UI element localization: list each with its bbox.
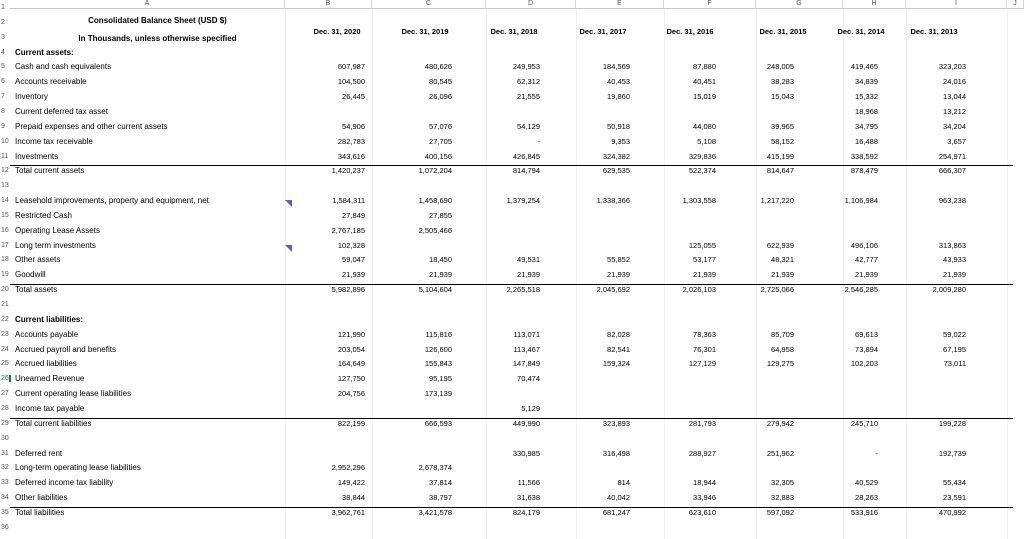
- row-label[interactable]: Income tax payable: [15, 403, 85, 413]
- value-cell[interactable]: 5,982,896: [331, 285, 365, 295]
- value-cell[interactable]: 623,610: [688, 507, 716, 517]
- row-header-13[interactable]: 13: [1, 182, 9, 190]
- row-header-33[interactable]: 33: [1, 479, 9, 487]
- row-header-15[interactable]: 15: [1, 211, 9, 219]
- value-cell[interactable]: 13,044: [943, 92, 966, 102]
- value-cell[interactable]: 95,195: [429, 374, 452, 384]
- row-header-23[interactable]: 23: [1, 330, 9, 338]
- row-header-35[interactable]: 35: [1, 508, 9, 516]
- value-cell[interactable]: 80,545: [429, 77, 452, 87]
- value-cell[interactable]: 1,072,204: [418, 166, 452, 176]
- value-cell[interactable]: 496,106: [850, 240, 878, 250]
- value-cell[interactable]: 184,569: [602, 62, 630, 72]
- row-label[interactable]: Current deferred tax asset: [15, 106, 108, 116]
- value-cell[interactable]: 316,498: [602, 448, 630, 458]
- value-cell[interactable]: 2,952,296: [331, 463, 365, 473]
- value-cell[interactable]: 58,152: [771, 136, 794, 146]
- column-header-d[interactable]: D: [486, 0, 576, 9]
- value-cell[interactable]: 419,465: [850, 62, 878, 72]
- row-header-26[interactable]: 26: [0, 375, 11, 382]
- row-header-18[interactable]: 18: [1, 256, 9, 264]
- row-header-11[interactable]: 11: [1, 152, 9, 160]
- row-header-20[interactable]: 20: [1, 286, 9, 294]
- value-cell[interactable]: 2,045,692: [596, 285, 630, 295]
- row-header-28[interactable]: 28: [1, 404, 9, 412]
- value-cell[interactable]: 39,965: [771, 121, 794, 131]
- grid-line: [372, 0, 373, 539]
- date-header: Dec. 31, 2018: [490, 27, 538, 36]
- value-cell[interactable]: 338,592: [850, 151, 878, 161]
- row-label[interactable]: Current assets:: [15, 47, 74, 57]
- date-header: Dec. 31, 2017: [579, 27, 627, 36]
- value-cell[interactable]: 26,445: [342, 92, 365, 102]
- value-cell[interactable]: 522,374: [688, 166, 716, 176]
- subtotal-rule: [10, 418, 1013, 419]
- value-cell[interactable]: 42,777: [855, 255, 878, 265]
- row-header-17[interactable]: 17: [1, 241, 9, 249]
- value-cell[interactable]: 70,474: [517, 374, 540, 384]
- value-cell[interactable]: 19,860: [607, 92, 630, 102]
- value-cell[interactable]: 21,939: [855, 270, 878, 280]
- value-cell[interactable]: 2,767,185: [331, 225, 365, 235]
- value-cell[interactable]: 40,451: [693, 77, 716, 87]
- value-cell[interactable]: 64,958: [771, 344, 794, 354]
- value-cell[interactable]: 82,541: [607, 344, 630, 354]
- value-cell[interactable]: 3,657: [947, 136, 966, 146]
- value-cell[interactable]: 822,199: [337, 418, 365, 428]
- value-cell[interactable]: 2,009,280: [932, 285, 966, 295]
- value-cell[interactable]: 37,814: [429, 478, 452, 488]
- value-cell[interactable]: 55,434: [943, 478, 966, 488]
- column-header-e[interactable]: E: [576, 0, 664, 9]
- value-cell[interactable]: 85,709: [771, 329, 794, 339]
- value-cell[interactable]: 666,593: [424, 418, 452, 428]
- value-cell[interactable]: 11,566: [517, 478, 540, 488]
- date-header: Dec. 31, 2015: [759, 27, 807, 36]
- date-header: Dec. 31, 2020: [313, 27, 361, 36]
- value-cell[interactable]: 16,488: [855, 136, 878, 146]
- value-cell[interactable]: 607,987: [337, 62, 365, 72]
- value-cell[interactable]: 329,836: [688, 151, 716, 161]
- value-cell[interactable]: 324,382: [602, 151, 630, 161]
- row-label[interactable]: Inventory: [15, 92, 48, 102]
- value-cell[interactable]: 814,794: [512, 166, 540, 176]
- value-cell[interactable]: 102,328: [337, 240, 365, 250]
- subtotal-rule: [10, 507, 1013, 508]
- value-cell[interactable]: 400,156: [424, 151, 452, 161]
- value-cell[interactable]: 43,933: [943, 255, 966, 265]
- value-cell[interactable]: 59,022: [943, 329, 966, 339]
- value-cell[interactable]: 21,939: [943, 270, 966, 280]
- value-cell[interactable]: 1,106,984: [844, 196, 878, 206]
- value-cell[interactable]: 34,795: [855, 121, 878, 131]
- row-label[interactable]: Accrued payroll and benefits: [15, 344, 116, 354]
- value-cell[interactable]: 69,613: [855, 329, 878, 339]
- value-cell[interactable]: 21,939: [517, 270, 540, 280]
- row-label[interactable]: Deferred rent: [15, 448, 63, 458]
- value-cell[interactable]: 2,026,103: [682, 285, 716, 295]
- row-header-14[interactable]: 14: [1, 197, 9, 205]
- row-header-5[interactable]: 5: [1, 63, 5, 71]
- value-cell[interactable]: 281,793: [688, 418, 716, 428]
- value-cell[interactable]: 53,177: [693, 255, 716, 265]
- row-header-8[interactable]: 8: [1, 107, 5, 115]
- column-header-g[interactable]: G: [756, 0, 843, 9]
- value-cell[interactable]: 5,108: [697, 136, 716, 146]
- value-cell[interactable]: 426,845: [512, 151, 540, 161]
- value-cell[interactable]: 2,678,374: [418, 463, 452, 473]
- value-cell[interactable]: 814,647: [766, 166, 794, 176]
- column-header-i[interactable]: I: [906, 0, 1007, 9]
- value-cell[interactable]: 2,725,066: [760, 285, 794, 295]
- value-cell[interactable]: 1,379,254: [506, 196, 540, 206]
- value-cell[interactable]: 27,849: [342, 210, 365, 220]
- value-cell[interactable]: 27,855: [429, 210, 452, 220]
- value-cell[interactable]: 248,005: [766, 62, 794, 72]
- value-cell[interactable]: 76,301: [693, 344, 716, 354]
- row-header-19[interactable]: 19: [1, 271, 9, 279]
- value-cell[interactable]: 343,616: [337, 151, 365, 161]
- row-header-36[interactable]: 36: [1, 523, 9, 531]
- value-cell[interactable]: 38,797: [429, 493, 452, 503]
- value-cell[interactable]: 67,195: [943, 344, 966, 354]
- value-cell[interactable]: 21,939: [429, 270, 452, 280]
- value-cell[interactable]: 824,179: [512, 507, 540, 517]
- row-header-16[interactable]: 16: [1, 226, 9, 234]
- column-header-h[interactable]: H: [843, 0, 906, 9]
- value-cell[interactable]: 40,042: [607, 493, 630, 503]
- row-header-29[interactable]: 29: [1, 419, 9, 427]
- subtotal-rule: [10, 165, 1013, 166]
- value-cell[interactable]: 159,324: [602, 359, 630, 369]
- value-cell[interactable]: 49,531: [517, 255, 540, 265]
- row-label[interactable]: Total current assets: [15, 166, 85, 176]
- row-header-7[interactable]: 7: [1, 93, 5, 101]
- value-cell[interactable]: 73,011: [943, 359, 966, 369]
- value-cell[interactable]: 203,054: [337, 344, 365, 354]
- value-cell[interactable]: 288,927: [688, 448, 716, 458]
- date-header: Dec. 31, 2016: [666, 27, 714, 36]
- row-header-31[interactable]: 31: [1, 449, 9, 457]
- value-cell[interactable]: 1,584,311: [332, 196, 365, 206]
- value-cell[interactable]: 480,626: [424, 62, 452, 72]
- row-label[interactable]: Total current liabilities: [15, 418, 92, 428]
- row-header-22[interactable]: 22: [1, 315, 9, 323]
- value-cell[interactable]: 21,939: [342, 270, 365, 280]
- row-header-34[interactable]: 34: [1, 494, 9, 502]
- row-label[interactable]: Unearned Revenue: [15, 374, 85, 384]
- row-header-21[interactable]: 21: [1, 301, 9, 308]
- value-cell[interactable]: 18,968: [855, 106, 878, 116]
- row-label[interactable]: Total assets: [15, 285, 58, 295]
- subtotal-rule: [10, 284, 1013, 285]
- value-cell[interactable]: 249,953: [512, 62, 540, 72]
- value-cell[interactable]: 18,450: [429, 255, 452, 265]
- grid-line: [285, 0, 286, 539]
- row-header-4[interactable]: 4: [1, 48, 5, 56]
- grid-line: [1007, 0, 1008, 539]
- value-cell[interactable]: 21,555: [517, 92, 540, 102]
- value-cell[interactable]: 24,016: [943, 77, 966, 87]
- value-cell[interactable]: 597,092: [766, 507, 794, 517]
- value-cell[interactable]: 814: [617, 478, 630, 488]
- column-header-c[interactable]: C: [372, 0, 486, 9]
- row-label[interactable]: Cash and cash equivalents: [15, 62, 112, 72]
- value-cell[interactable]: 878,479: [850, 166, 878, 176]
- value-cell[interactable]: 34,204: [943, 121, 966, 131]
- row-label[interactable]: Leasehold improvements, property and equipment, net: [15, 196, 209, 206]
- value-cell[interactable]: 3,421,578: [418, 507, 452, 517]
- column-header-a[interactable]: A: [10, 0, 285, 9]
- value-cell[interactable]: 34,839: [855, 77, 878, 87]
- date-header: Dec. 31, 2013: [910, 27, 958, 36]
- value-cell[interactable]: 82,028: [607, 329, 630, 339]
- row-header-10[interactable]: 10: [1, 137, 9, 145]
- row-label[interactable]: Accounts receivable: [15, 77, 87, 87]
- sheet-subtitle: In Thousands, unless otherwise specified: [78, 34, 237, 43]
- value-cell[interactable]: 21,939: [607, 270, 630, 280]
- value-cell[interactable]: 21,939: [693, 270, 716, 280]
- date-header: Dec. 31, 2019: [401, 27, 449, 36]
- row-label[interactable]: Current liabilities:: [15, 314, 84, 324]
- value-cell[interactable]: 126,600: [424, 344, 452, 354]
- comment-indicator-icon[interactable]: [285, 245, 292, 252]
- row-header-9[interactable]: 9: [1, 122, 5, 130]
- row-header-32[interactable]: 32: [1, 464, 9, 472]
- value-cell[interactable]: 666,307: [938, 166, 966, 176]
- row-header-24[interactable]: 24: [1, 345, 9, 353]
- row-label[interactable]: Total liabilities: [15, 507, 65, 517]
- value-cell[interactable]: 15,019: [693, 92, 716, 102]
- value-cell[interactable]: -: [875, 448, 878, 458]
- row-label[interactable]: Long term investments: [15, 240, 96, 250]
- row-label[interactable]: Other assets: [15, 255, 61, 265]
- value-cell[interactable]: 55,852: [607, 255, 630, 265]
- value-cell[interactable]: 15,332: [855, 92, 878, 102]
- value-cell[interactable]: 104,500: [337, 77, 365, 87]
- row-header-2[interactable]: 2: [1, 18, 5, 26]
- value-cell[interactable]: 28,263: [855, 493, 878, 503]
- column-header-j[interactable]: J: [1007, 0, 1024, 9]
- row-label[interactable]: Restricted Cash: [15, 210, 72, 220]
- row-header-6[interactable]: 6: [1, 78, 5, 86]
- comment-indicator-icon[interactable]: [285, 200, 292, 207]
- value-cell[interactable]: 32,883: [771, 493, 794, 503]
- value-cell[interactable]: 129,275: [766, 359, 794, 369]
- value-cell[interactable]: 59,047: [342, 255, 365, 265]
- value-cell[interactable]: 2,505,466: [418, 225, 452, 235]
- row-label[interactable]: Long-term operating lease liabilities: [15, 463, 141, 473]
- value-cell[interactable]: 23,591: [943, 493, 966, 503]
- value-cell[interactable]: 48,321: [771, 255, 794, 265]
- value-cell[interactable]: 1,420,237: [331, 166, 365, 176]
- value-cell[interactable]: 173,139: [424, 389, 452, 399]
- value-cell[interactable]: 125,055: [688, 240, 716, 250]
- value-cell[interactable]: 32,305: [771, 478, 794, 488]
- value-cell[interactable]: 78,363: [693, 329, 716, 339]
- row-label[interactable]: Income tax receivable: [15, 136, 93, 146]
- value-cell[interactable]: 1,217,220: [760, 196, 794, 206]
- row-header-12[interactable]: 12: [1, 167, 9, 175]
- row-header-1[interactable]: 1: [1, 4, 5, 11]
- value-cell[interactable]: 1,303,558: [682, 196, 716, 206]
- value-cell[interactable]: 330,985: [512, 448, 540, 458]
- value-cell[interactable]: 155,843: [424, 359, 452, 369]
- value-cell[interactable]: 54,906: [342, 121, 365, 131]
- row-label[interactable]: Deferred income tax liability: [15, 478, 114, 488]
- value-cell[interactable]: 31,638: [517, 493, 540, 503]
- value-cell[interactable]: 629,535: [602, 166, 630, 176]
- row-label[interactable]: Investments: [15, 151, 59, 161]
- value-cell[interactable]: 115,816: [425, 329, 452, 339]
- value-cell[interactable]: 33,946: [693, 493, 716, 503]
- value-cell[interactable]: 50,918: [607, 121, 630, 131]
- value-cell[interactable]: 21,939: [771, 270, 794, 280]
- row-header-30[interactable]: 30: [1, 434, 9, 442]
- value-cell[interactable]: 113,467: [513, 344, 540, 354]
- value-cell[interactable]: 5,129: [521, 403, 540, 413]
- value-cell[interactable]: 2,265,518: [506, 285, 540, 295]
- value-cell[interactable]: 245,710: [850, 418, 878, 428]
- row-label[interactable]: Prepaid expenses and other current assets: [15, 121, 168, 131]
- value-cell[interactable]: 15,043: [771, 92, 794, 102]
- value-cell[interactable]: 5,104,604: [418, 285, 452, 295]
- value-cell[interactable]: 149,422: [337, 478, 365, 488]
- value-cell[interactable]: 622,939: [766, 240, 794, 250]
- value-cell[interactable]: 40,453: [607, 77, 630, 87]
- value-cell[interactable]: 2,546,285: [844, 285, 878, 295]
- value-cell[interactable]: 62,312: [517, 77, 540, 87]
- value-cell[interactable]: 323,203: [938, 62, 966, 72]
- column-header-b[interactable]: B: [285, 0, 372, 9]
- row-label[interactable]: Current operating lease liabilities: [15, 389, 132, 399]
- value-cell[interactable]: 449,990: [512, 418, 540, 428]
- value-cell[interactable]: 13,212: [943, 106, 966, 116]
- value-cell[interactable]: 127,750: [337, 374, 365, 384]
- value-cell[interactable]: 963,238: [938, 196, 966, 206]
- value-cell[interactable]: 251,962: [766, 448, 794, 458]
- column-header-f[interactable]: F: [664, 0, 756, 9]
- value-cell[interactable]: 87,880: [693, 62, 716, 72]
- value-cell[interactable]: 9,353: [611, 136, 630, 146]
- value-cell[interactable]: 1,338,366: [596, 196, 630, 206]
- row-header-3[interactable]: 3: [1, 33, 5, 41]
- value-cell[interactable]: 127,129: [688, 359, 716, 369]
- value-cell[interactable]: 40,529: [855, 478, 878, 488]
- value-cell[interactable]: 254,971: [938, 151, 966, 161]
- value-cell[interactable]: 38,283: [771, 77, 794, 87]
- value-cell[interactable]: 279,942: [766, 418, 794, 428]
- value-cell[interactable]: 54,129: [517, 121, 540, 131]
- value-cell[interactable]: 27,705: [429, 136, 452, 146]
- value-cell[interactable]: 3,962,761: [331, 507, 365, 517]
- row-label[interactable]: Operating Lease Assets: [15, 225, 100, 235]
- row-label[interactable]: Other liabilities: [15, 493, 68, 503]
- value-cell[interactable]: 38,844: [342, 493, 365, 503]
- value-cell[interactable]: 1,458,690: [418, 196, 452, 206]
- value-cell[interactable]: 26,096: [429, 92, 452, 102]
- value-cell[interactable]: 44,080: [693, 121, 716, 131]
- value-cell[interactable]: -: [537, 136, 540, 146]
- value-cell[interactable]: 57,076: [429, 121, 452, 131]
- value-cell[interactable]: 147,849: [512, 359, 540, 369]
- value-cell[interactable]: 313,863: [938, 240, 966, 250]
- row-label[interactable]: Accounts payable: [15, 329, 79, 339]
- value-cell[interactable]: 470,992: [938, 507, 966, 517]
- row-header-25[interactable]: 25: [1, 360, 9, 368]
- value-cell[interactable]: 113,071: [513, 329, 540, 339]
- date-header: Dec. 31, 2014: [837, 27, 885, 36]
- row-label[interactable]: Goodwill: [15, 270, 46, 280]
- value-cell[interactable]: 415,199: [766, 151, 794, 161]
- value-cell[interactable]: 533,916: [850, 507, 878, 517]
- row-label[interactable]: Accrued liabilities: [15, 359, 77, 369]
- sheet-title: Consolidated Balance Sheet (USD $): [88, 16, 227, 25]
- value-cell[interactable]: 121,990: [337, 329, 365, 339]
- value-cell[interactable]: 73,894: [855, 344, 878, 354]
- value-cell[interactable]: 681,247: [602, 507, 630, 517]
- value-cell[interactable]: 102,203: [850, 359, 878, 369]
- row-header-27[interactable]: 27: [1, 390, 9, 398]
- value-cell[interactable]: 323,893: [602, 418, 630, 428]
- value-cell[interactable]: 204,756: [337, 389, 365, 399]
- value-cell[interactable]: 199,228: [938, 418, 966, 428]
- value-cell[interactable]: 18,944: [693, 478, 716, 488]
- value-cell[interactable]: 282,783: [337, 136, 365, 146]
- value-cell[interactable]: 192,739: [938, 448, 966, 458]
- value-cell[interactable]: 164,649: [337, 359, 365, 369]
